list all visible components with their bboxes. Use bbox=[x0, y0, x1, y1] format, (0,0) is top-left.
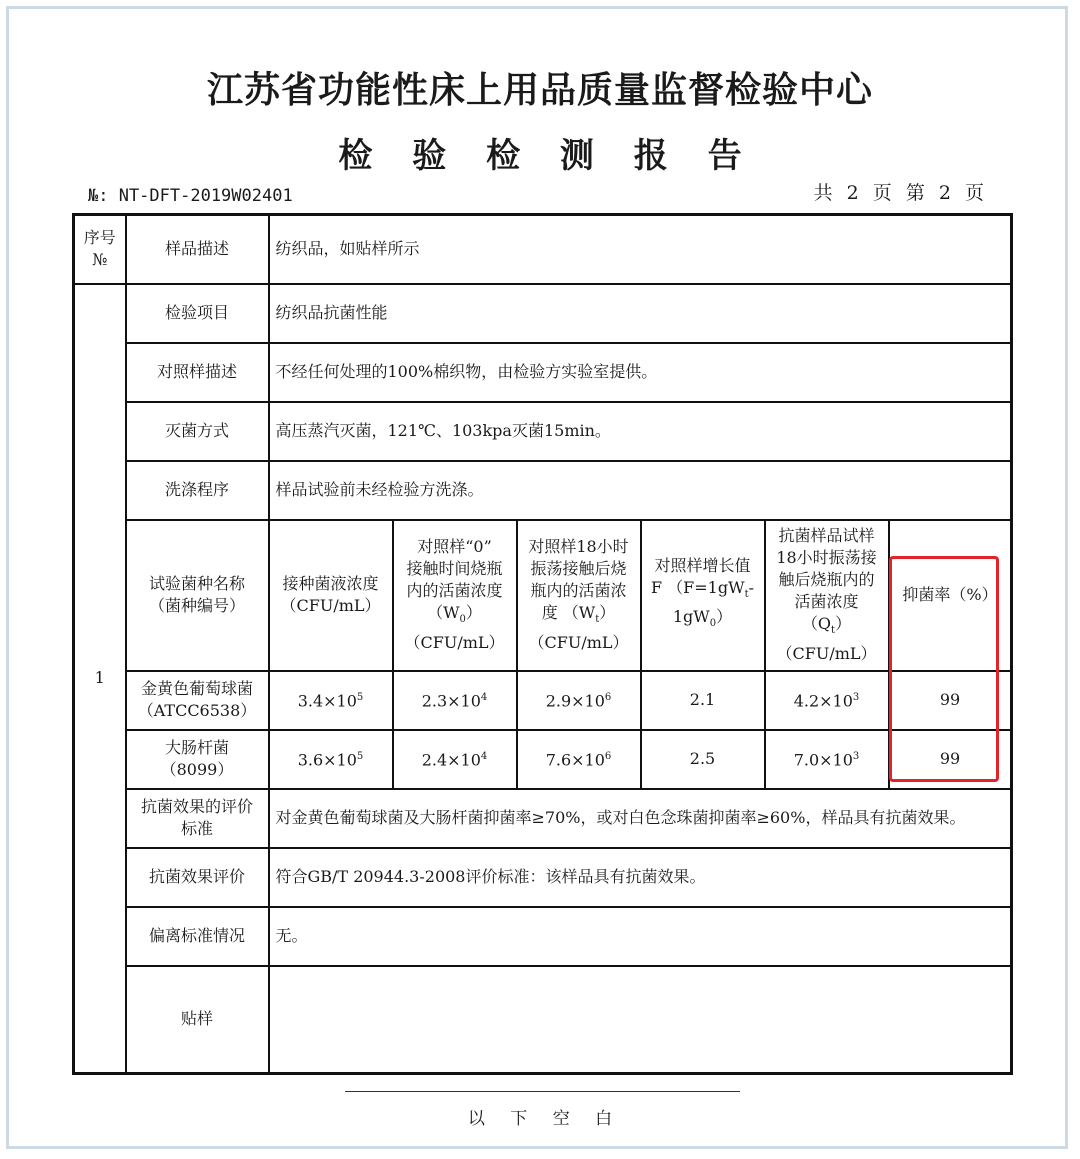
col-header-treated bbox=[765, 520, 889, 671]
row-label: 对照样描述 bbox=[126, 343, 269, 402]
table-row bbox=[74, 907, 1012, 966]
col-strain-line1: 试验菌种名称 bbox=[148, 574, 245, 593]
col-control18-line2: 振荡接触后烧 bbox=[530, 559, 627, 579]
sample-desc-label: 样品描述 bbox=[126, 215, 269, 284]
strain-cell bbox=[126, 671, 269, 730]
criteria-label-line2: 标准 bbox=[180, 819, 213, 838]
criteria-label bbox=[126, 789, 269, 848]
inoculum-value bbox=[269, 671, 393, 730]
col-growth-lg-end: ） bbox=[716, 607, 733, 626]
col-treated-line3: 触后烧瓶内的 bbox=[778, 570, 875, 590]
strain-cell bbox=[126, 730, 269, 789]
growth-value: 2.1 bbox=[641, 671, 765, 730]
evaluation-value: 符合GB/T 20944.3-2008评价标准：该样品具有抗菌效果。 bbox=[269, 848, 1012, 907]
value-base: 2.4×10 bbox=[421, 750, 481, 770]
row-value: 纺织品抗菌性能 bbox=[269, 284, 1012, 343]
row-label: 灭菌方式 bbox=[126, 402, 269, 461]
col-treated-q: （Q bbox=[801, 614, 832, 634]
col-header-growth bbox=[641, 520, 765, 671]
table-row bbox=[74, 461, 1012, 520]
col-control18-w-sub: t bbox=[595, 614, 600, 626]
col-control18-line3: 瓶内的活菌浓 bbox=[530, 581, 627, 601]
table-row bbox=[74, 284, 1012, 343]
seq-header: 序号 bbox=[83, 228, 116, 248]
col-control18-w-end: ） bbox=[599, 603, 616, 623]
criteria-value: 对金黄色葡萄球菌及大肠杆菌抑菌率≥70%，或对白色念珠菌抑菌率≥60%，样品具有抗菌效果。 bbox=[269, 789, 1012, 848]
table-row bbox=[74, 343, 1012, 402]
value-base: 3.6×10 bbox=[297, 750, 357, 770]
value-exp: 5 bbox=[356, 751, 364, 763]
deviation-label: 偏离标准情况 bbox=[126, 907, 269, 966]
row-value: 高压蒸汽灭菌，121℃、103kpa灭菌15min。 bbox=[269, 402, 1012, 461]
control0-value bbox=[393, 730, 517, 789]
col-control0-line1: 对照样“0” bbox=[417, 537, 492, 557]
table-row bbox=[74, 789, 1012, 848]
value-base: 4.2×10 bbox=[793, 691, 853, 711]
value-exp: 5 bbox=[356, 692, 364, 704]
col-growth-line3 bbox=[648, 606, 758, 635]
sample-desc-value: 纺织品，如贴样所示 bbox=[269, 215, 1012, 284]
growth-value: 2.5 bbox=[641, 730, 765, 789]
col-header-control18 bbox=[517, 520, 641, 671]
value-base: 3.4×10 bbox=[297, 691, 357, 711]
col-header-inoculum bbox=[269, 520, 393, 671]
col-header-control0 bbox=[393, 520, 517, 671]
table-row bbox=[74, 966, 1012, 1074]
value-base: 2.9×10 bbox=[545, 691, 605, 711]
table-row bbox=[74, 402, 1012, 461]
col-growth-lg-sub: 0 bbox=[709, 618, 717, 630]
col-treated-line4: 活菌浓度 bbox=[794, 592, 859, 612]
value-base: 2.3×10 bbox=[421, 691, 481, 711]
col-control0-line2: 接触时间烧瓶 bbox=[406, 559, 503, 579]
col-growth-lg: 1gW bbox=[672, 607, 710, 626]
col-control18-w: 度 （W bbox=[541, 603, 596, 623]
row-value: 不经任何处理的100%棉织物，由检验方实验室提供。 bbox=[269, 343, 1012, 402]
strain-name: 金黄色葡萄球菌 bbox=[140, 679, 253, 698]
value-exp: 3 bbox=[852, 692, 860, 704]
rate-value: 99 bbox=[889, 671, 1012, 730]
report-title: 检 验 检 测 报 告 bbox=[338, 136, 756, 176]
result-row bbox=[74, 730, 1012, 789]
col-treated-q-end: ） bbox=[835, 614, 852, 634]
value-exp: 6 bbox=[604, 751, 612, 763]
column-header-row bbox=[74, 520, 1012, 671]
col-growth-f-sub: t bbox=[744, 589, 749, 600]
value-base: 7.0×10 bbox=[793, 750, 853, 770]
col-treated-line2: 18小时振荡接 bbox=[776, 548, 877, 568]
table-row bbox=[74, 215, 1012, 284]
col-control18-line1: 对照样18小时 bbox=[528, 537, 629, 557]
value-exp: 4 bbox=[480, 751, 488, 763]
value-exp: 3 bbox=[852, 751, 860, 763]
seq-number: 1 bbox=[74, 284, 126, 1074]
report-table bbox=[72, 213, 1013, 1075]
col-control0-line3: 内的活菌浓度 bbox=[406, 581, 503, 601]
col-treated-line6: （CFU/mL） bbox=[776, 643, 877, 663]
criteria-label-line1: 抗菌效果的评价 bbox=[140, 797, 253, 816]
col-control18-line5: （CFU/mL） bbox=[528, 632, 629, 652]
value-base: 7.6×10 bbox=[545, 750, 605, 770]
col-growth-line2 bbox=[648, 577, 758, 606]
col-growth-f: F （F=1gW bbox=[650, 577, 745, 597]
col-strain-line2: （菌种编号） bbox=[148, 596, 245, 615]
col-header-strain bbox=[126, 520, 269, 671]
seq-header-sub: № bbox=[92, 250, 108, 270]
doc-number: №: NT-DFT-2019W02401 bbox=[88, 186, 293, 206]
col-control0-line4 bbox=[400, 602, 510, 631]
deviation-value: 无。 bbox=[269, 907, 1012, 966]
value-exp: 6 bbox=[604, 692, 612, 704]
col-control0-w: （W bbox=[427, 603, 460, 623]
strain-code: （ATCC6538） bbox=[137, 701, 257, 720]
col-header-rate: 抑菌率（%） bbox=[889, 520, 1012, 671]
control0-value bbox=[393, 671, 517, 730]
col-inoculum-line1: 接种菌液浓度 bbox=[282, 574, 379, 593]
col-control0-w-sub: 0 bbox=[459, 614, 466, 626]
inoculum-value bbox=[269, 730, 393, 789]
treated-value bbox=[765, 730, 889, 789]
treated-value bbox=[765, 671, 889, 730]
table-row bbox=[74, 848, 1012, 907]
control18-value bbox=[517, 671, 641, 730]
col-control0-line5: （CFU/mL） bbox=[404, 632, 505, 652]
value-exp: 4 bbox=[480, 692, 488, 704]
col-growth-line1: 对照样增长值 bbox=[654, 555, 751, 575]
seq-header-cell bbox=[74, 215, 126, 284]
col-growth-f-end: - bbox=[748, 577, 754, 597]
col-control18-line4 bbox=[524, 602, 634, 631]
footer-divider bbox=[345, 1091, 740, 1092]
result-row bbox=[74, 671, 1012, 730]
strain-name: 大肠杆菌 bbox=[164, 738, 229, 757]
page-info: 共 2 页 第 2 页 bbox=[813, 182, 988, 204]
evaluation-label: 抗菌效果评价 bbox=[126, 848, 269, 907]
rate-value: 99 bbox=[889, 730, 1012, 789]
col-inoculum-line2: （CFU/mL） bbox=[280, 596, 381, 615]
row-label: 洗涤程序 bbox=[126, 461, 269, 520]
control18-value bbox=[517, 730, 641, 789]
sample-attach-area bbox=[269, 966, 1012, 1074]
col-treated-line5 bbox=[772, 613, 882, 642]
sample-attach-label: 贴样 bbox=[126, 966, 269, 1074]
row-label: 检验项目 bbox=[126, 284, 269, 343]
col-control0-w-end: ） bbox=[465, 603, 482, 623]
footer-text: 以 下 空 白 bbox=[467, 1109, 623, 1129]
col-treated-line1: 抗菌样品试样 bbox=[778, 526, 875, 546]
org-name: 江苏省功能性床上用品质量监督检验中心 bbox=[206, 70, 873, 111]
col-treated-q-sub: t bbox=[831, 625, 836, 637]
highlight-box bbox=[889, 556, 999, 782]
row-value: 样品试验前未经检验方洗涤。 bbox=[269, 461, 1012, 520]
strain-code: （8099） bbox=[160, 760, 234, 779]
